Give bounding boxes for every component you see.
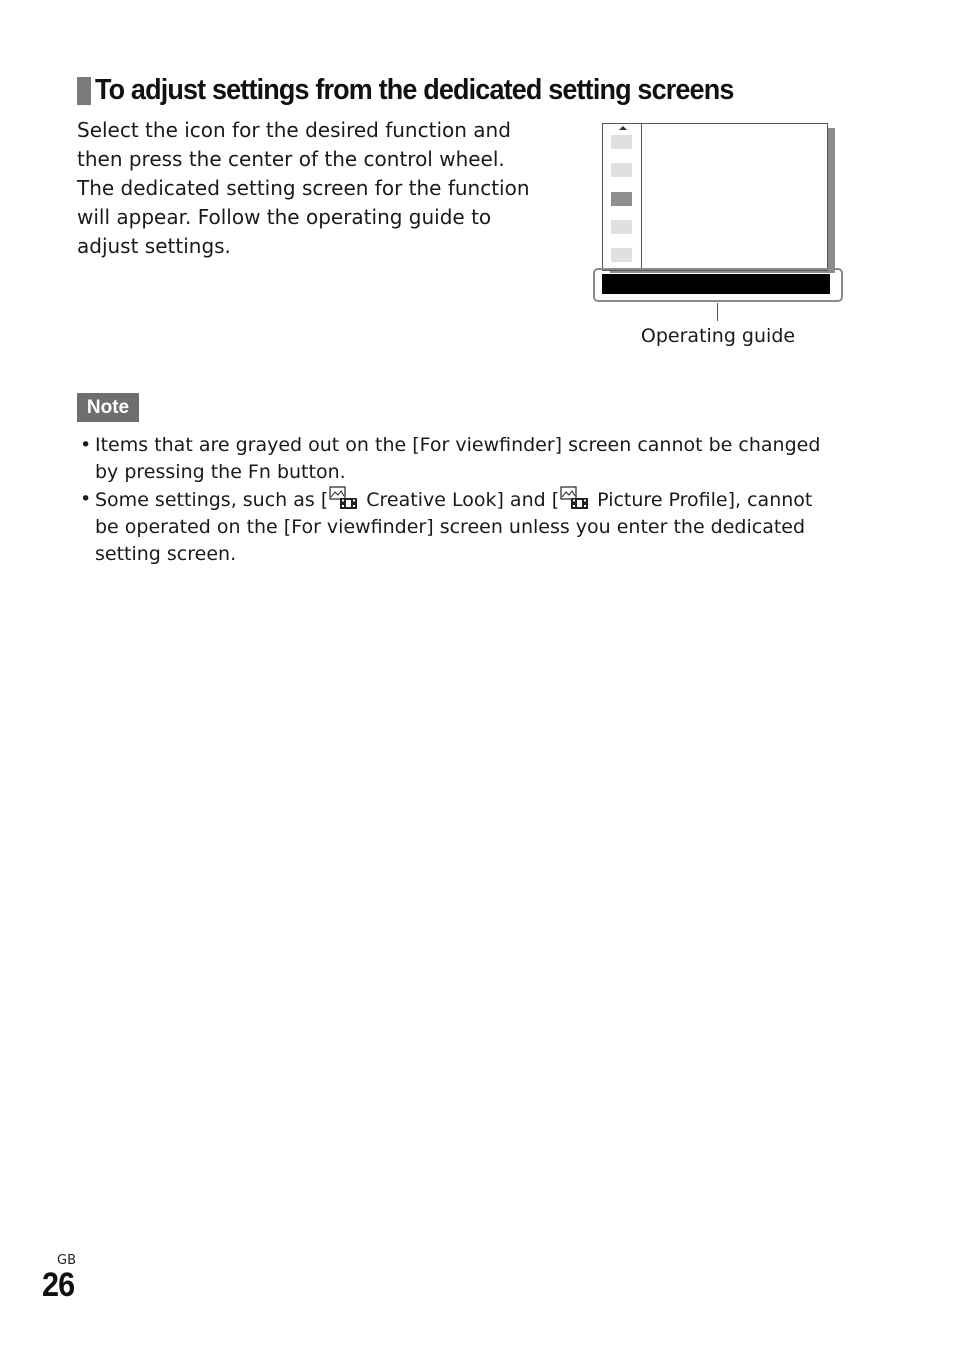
function-icon-1 [611,135,632,149]
scroll-up-arrow-icon [619,126,627,130]
section-heading [77,74,782,107]
note-item-text-part: Some settings, such as [ [95,489,329,511]
heading-marker [77,77,91,105]
picture-movie-icon [560,486,590,510]
note-badge: Note [77,393,139,422]
function-icon-selected [611,192,632,206]
function-icon-5 [611,248,632,262]
camera-screen [602,123,828,271]
bullet: • [80,434,92,456]
note-item-text-part: Creative Look] and [ [360,489,560,511]
operating-guide-label: Operating guide [640,325,796,347]
screen-column-divider [641,124,642,270]
picture-movie-icon [329,486,359,510]
function-icon-2 [611,163,632,177]
operating-guide-highlight [593,268,843,302]
note-item-text-part: Picture Profile], cannot be operated on the [For viewfinder] screen unless you enter the dedicated setting screen. [95,489,813,565]
region-label: GB [57,1253,76,1268]
function-icon-4 [611,220,632,234]
note-item [80,432,840,486]
heading-text: To adjust settings from the dedicated setting screens [95,74,734,106]
page-number: 26 [42,1266,75,1304]
bullet: • [80,488,92,510]
intro-paragraph: Select the icon for the desired function and then press the center of the control wheel. The dedicated setting screen for the function will appear. Follow the operating guide to adjust settings. [77,118,530,258]
note-item [80,486,840,568]
callout-line [717,303,718,321]
dedicated-setting-screen-illustration [592,122,846,362]
note-item-text: Items that are grayed out on the [For viewfinder] screen cannot be changed by pressing the Fn button. [95,434,821,483]
note-list [80,432,840,568]
